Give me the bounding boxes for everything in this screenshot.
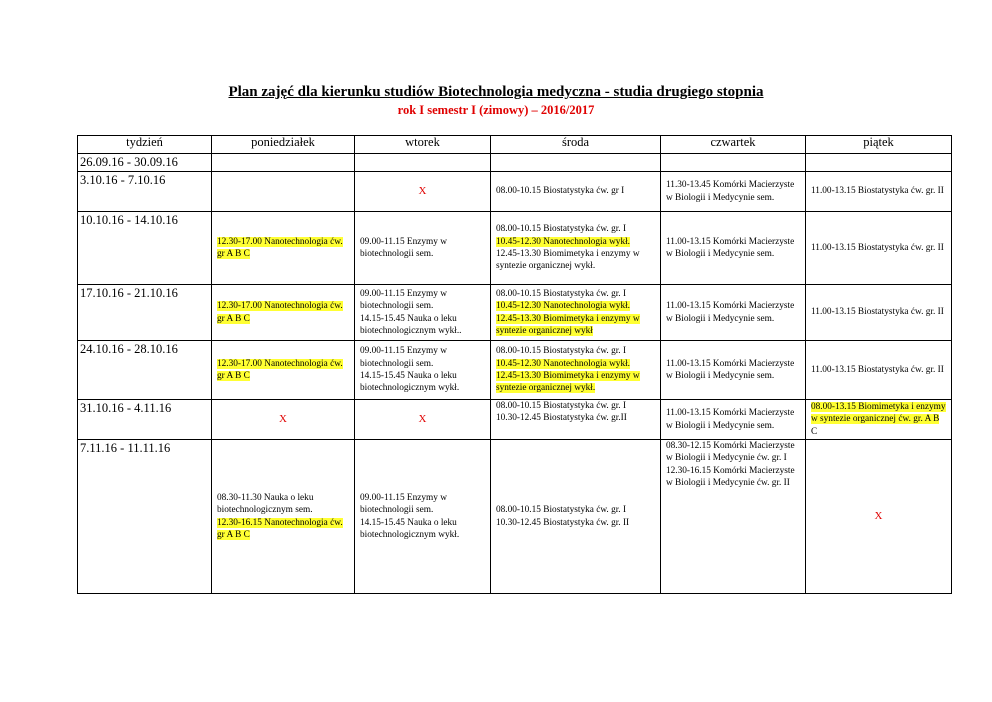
highlighted-entry: 10.45-12.30 Nanotechnologia wykł.	[496, 236, 631, 247]
schedule-cell	[212, 341, 355, 400]
page-subtitle: rok I semestr I (zimowy) – 2016/2017	[397, 103, 595, 117]
schedule-cell: 11.00-13.15 Komórki Macierzyste w Biologii i Medycynie sem.	[661, 341, 806, 400]
table-row	[78, 341, 952, 400]
highlighted-entry: 10.45-12.30 Nanotechnologia wykł.	[496, 358, 631, 369]
schedule-cell	[491, 285, 661, 341]
schedule-cell: 09.00-11.15 Enzymy w biotechnologii sem.	[355, 212, 491, 285]
table-row	[78, 212, 952, 285]
schedule-cell: 11.00-13.15 Komórki Macierzyste w Biologii i Medycynie sem.	[661, 400, 806, 440]
schedule-cell: 11.30-13.45 Komórki Macierzyste w Biologii i Medycynie sem.	[661, 172, 806, 212]
schedule-cell: 11.00-13.15 Biostatystyka ćw. gr. II	[806, 172, 952, 212]
cancelled-mark: X	[355, 172, 491, 212]
week-label: 26.09.16 - 30.09.16	[78, 154, 212, 172]
schedule-cell	[212, 440, 355, 594]
header-wednesday: środa	[491, 136, 661, 154]
header-monday: poniedziałek	[212, 136, 355, 154]
schedule-cell	[355, 154, 491, 172]
entry-line: 09.00-11.15 Enzymy w biotechnologii sem.	[360, 346, 447, 369]
highlighted-entry: 12.30-17.00 Nanotechnologia ćw. gr A B C	[217, 236, 343, 259]
entry-line: 08.30-11.30 Nauka o leku biotechnologicznym sem.	[217, 492, 314, 516]
week-label: 10.10.16 - 14.10.16	[78, 212, 212, 285]
table-row	[78, 172, 952, 212]
entry-line: 14.15-15.45 Nauka o leku biotechnologicznym wykł.	[360, 371, 460, 394]
week-label: 7.11.16 - 11.11.16	[78, 440, 212, 594]
entry-line: 10.30-12.45 Biostatystyka ćw. gr. II	[496, 517, 630, 528]
schedule-cell	[355, 341, 491, 400]
entry-line: 12.45-13.30 Biomimetyka i enzymy w syntezie organicznej wykł.	[496, 249, 640, 272]
schedule-cell: 08.00-10.15 Biostatystyka ćw. gr I	[491, 172, 661, 212]
table-row	[78, 400, 952, 440]
schedule-cell	[355, 440, 491, 594]
schedule-cell	[491, 212, 661, 285]
entry-line: 08.30-12.15 Komórki Macierzyste w Biologii i Medycynie ćw. gr. I	[666, 441, 795, 464]
schedule-cell	[661, 154, 806, 172]
highlighted-entry: 12.30-17.00 Nanotechnologia ćw. gr A B C	[217, 358, 343, 381]
entry-line: 09.00-11.15 Enzymy w biotechnologii sem.	[360, 492, 447, 516]
entry-line: 14.15-15.45 Nauka o leku biotechnologicznym wykł.	[360, 517, 460, 540]
week-label: 17.10.16 - 21.10.16	[78, 285, 212, 341]
week-label: 3.10.16 - 7.10.16	[78, 172, 212, 212]
header-week: tydzień	[78, 136, 212, 154]
schedule-cell	[491, 341, 661, 400]
week-label: 31.10.16 - 4.11.16	[78, 400, 212, 440]
header-thursday: czwartek	[661, 136, 806, 154]
schedule-cell	[212, 154, 355, 172]
entry-line: 10.30-12.45 Biostatystyka ćw. gr.II	[496, 413, 627, 424]
entry-line: 09.00-11.15 Enzymy w biotechnologii sem.	[360, 288, 447, 312]
schedule-table	[77, 135, 952, 594]
schedule-cell	[806, 400, 952, 440]
schedule-cell	[212, 212, 355, 285]
table-header-row	[78, 136, 952, 154]
week-label: 24.10.16 - 28.10.16	[78, 341, 212, 400]
entry-line: C	[811, 426, 818, 437]
schedule-cell	[491, 154, 661, 172]
entry-line: 08.00-10.15 Biostatystyka ćw. gr. I	[496, 505, 627, 516]
schedule-cell	[491, 440, 661, 594]
entry-line: 12.30-16.15 Komórki Macierzyste w Biologii i Medycynie ćw. gr. II	[666, 465, 795, 489]
schedule-cell: 11.00-13.15 Komórki Macierzyste w Biologii i Medycynie sem.	[661, 212, 806, 285]
entry-line: 08.00-10.15 Biostatystyka ćw. gr. I	[496, 224, 627, 235]
header-friday: piątek	[806, 136, 952, 154]
entry-line: 08.00-10.15 Biostatystyka ćw. gr. I	[496, 288, 627, 299]
schedule-cell: 11.00-13.15 Komórki Macierzyste w Biologii i Medycynie sem.	[661, 285, 806, 341]
header-tuesday: wtorek	[355, 136, 491, 154]
table-row	[78, 154, 952, 172]
cancelled-mark: X	[355, 400, 491, 440]
cancelled-mark: X	[212, 400, 355, 440]
schedule-cell	[806, 154, 952, 172]
entry-line: 08.00-10.15 Biostatystyka ćw. gr. I	[496, 401, 627, 411]
highlighted-entry: 12.45-13.30 Biomimetyka i enzymy w syntezie organicznej wykł	[496, 313, 640, 336]
highlighted-entry: 08.00-13.15 Biomimetyka i enzymy w syntezie organicznej ćw. gr. A B	[811, 401, 946, 425]
entry-line: 14.15-15.45 Nauka o leku biotechnologicznym wykł..	[360, 313, 462, 336]
table-row	[78, 440, 952, 594]
highlighted-entry: 12.30-16.15 Nanotechnologia ćw. gr A B C	[217, 517, 343, 540]
highlighted-entry: 12.45-13.30 Biomimetyka i enzymy w syntezie organicznej wykł.	[496, 371, 640, 394]
cancelled-mark: X	[806, 440, 952, 594]
schedule-cell	[661, 440, 806, 594]
table-row	[78, 285, 952, 341]
highlighted-entry: 12.30-17.00 Nanotechnologia ćw. gr A B C	[217, 301, 343, 324]
schedule-cell: 11.00-13.15 Biostatystyka ćw. gr. II	[806, 212, 952, 285]
schedule-cell	[355, 285, 491, 341]
page-title: Plan zajęć dla kierunku studiów Biotechnologia medyczna - studia drugiego stopnia	[228, 84, 764, 100]
schedule-cell	[212, 172, 355, 212]
schedule-cell	[212, 285, 355, 341]
schedule-cell: 11.00-13.15 Biostatystyka ćw. gr. II	[806, 285, 952, 341]
schedule-cell	[491, 400, 661, 440]
entry-line: 08.00-10.15 Biostatystyka ćw. gr. I	[496, 346, 627, 357]
schedule-cell: 11.00-13.15 Biostatystyka ćw. gr. II	[806, 341, 952, 400]
highlighted-entry: 10.45-12.30 Nanotechnologia wykł.	[496, 301, 631, 312]
